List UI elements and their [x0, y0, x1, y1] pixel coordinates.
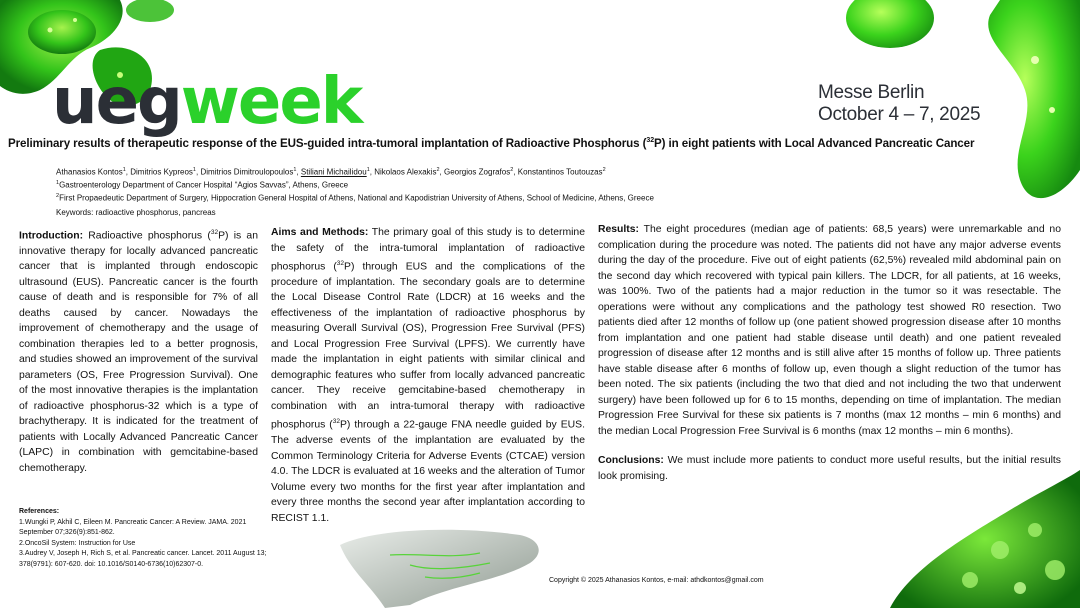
references-heading: References:	[19, 508, 60, 515]
introduction-section: Introduction: Radioactive phosphorus ($^{32}$P) is an innovative therapy for locally advanced pancreatic cancer that is implanted through endoscopic ultrasound (EUS). Pancreatic cancer is the fourth cause of death and is responsible for 7% of all deaths caused by cancer. Nowadays the improvement of chemotherapy and the usage of combination therapies led to a better prognosis, and studies showed an improvement of the survival parameters (OS, Free Progression Survival). One of the most innovative therapies is the implantation of radioactive phosphorus-32 which is a type of brachytherapy. It is indicated for the treatment of patients with Locally Advanced Pancreatic Cancer (LAPC) in combination with gemcitabine-based chemotherapy.	[19, 229, 258, 474]
decor-bottom-right-illustration	[830, 470, 1080, 608]
event-venue: Messe Berlin	[818, 82, 925, 103]
results-conclusions-section	[598, 222, 1061, 484]
author-name: Dimitrios Dimitroulopoulos	[200, 167, 294, 177]
aims-methods-section: Aims and Methods: The primary goal of this study is to determine the safety of the intra-tumoral implantation of radioactive phosphorus ($^{32}$P) through EUS and the complications of the procedure of implantation. The secondary goals are to determine the Local Disease Control Rate (LDCR) at 16 weeks and the effectiveness of the implantation of radioactive phosphorus by measuring Overall Survival (OS), Progression Free Survival (PFS) and Local Progression Free Survival (LPFS). We currently have made the implantation in eight patients with similar clinical and demographic features who suffer from locally advanced pancreatic cancer. They receive gemcitabine-based chemotherapy in combination with an intra-tumoral therapy with radioactive phosphorus ($^{32}$P) through a 22-gauge FNA needle guided by EUS. The adverse events of the implantation are evaluated by the Common Terminology Criteria for Adverse Events (CTCAE) version 4.0. The LDCR is evaluated at 16 weeks and the alteration of Tumor Volume every two months for the first year after implantation and every three months the second year after implantation according to RECIST 1.1.	[271, 227, 586, 524]
title-pre: Preliminary results of therapeutic response of the EUS-guided intra-tumoral implantation of Radioactive Phosphorus (	[8, 137, 647, 150]
affiliation: $^1$Gastroenterology Department of Cancer Hospital “Agios Savvas”, Athens, Greece	[56, 180, 349, 190]
author-name: Nikolaos Alexakis	[374, 167, 437, 177]
event-dates: October 4 – 7, 2025	[818, 104, 981, 125]
author-name: Georgios Zografos	[443, 167, 511, 177]
author-name: Dimitrios Kypreos	[130, 167, 193, 177]
introduction-heading: Introduction:	[19, 230, 84, 242]
aims-heading: Aims and Methods:	[271, 227, 369, 238]
results-paragraph: Results: The eight procedures (median age of patients: 68,5 years) were unremarkable and no complication during the procedure was noted. The patients did not have any major adverse events during the day of the procedure. Five out of eight patients (62,5%) revealed mild abdominal pain on the second day which recovered with typical pain killers. The LDCR, for all patients, at 16 weeks, was 100%. Two of the patients had a major reduction in the tumor so it was resectable. The operations were without any complications and the pathology test showed R0 resection. Two patients died after 12 months of follow up (one patient showed progression disease after 10 months from implantation and one patient had stable disease until death) and one patient revealed progression of disease after 12 months and is still alive after 15 months of follow up. Three patients have stable disease after 6 months of follow up, even though a slight reduction of the tumor has been noted. The six patients (including the two that died and not including the two that underwent surgery) have been followed up for 6 to 15 months, depending on time of implantation. The median Progression Free Survival for these six patients is 7 months (max 12 months – min 6 months) and the median Local Progression Free Survival is 6 months (max 12 months – min 6 months).	[598, 224, 1061, 437]
reference-item: 3.Audrey V, Joseph H, Rich S, et al. Pancreatic cancer. Lancet. 2011 August 13; 378(9791): 607-620. doi: 10.1016/S0140-6736(10)62307-0.	[19, 550, 267, 568]
logo-week: week	[180, 65, 362, 139]
author-name: Athanasios Kontos	[56, 167, 123, 177]
author-list: Athanasios Kontos$^1$, Dimitrios Kypreos$^1$, Dimitrios Dimitroulopoulos$^1$, Stiliani Michailidou$^1$, Nikolaos Alexakis$^2$, Georgios Zografos$^2$, Konstantinos Toutouzas$^2$	[56, 167, 606, 177]
author-aff: 1	[293, 167, 297, 173]
author-aff: 2	[602, 167, 606, 173]
conclusions-heading: Conclusions:	[598, 455, 664, 466]
authors-block	[56, 165, 654, 204]
keywords: Keywords: radioactive phosphorus, pancreas	[56, 208, 216, 217]
logo-ueg: ueg	[52, 65, 181, 139]
copyright-notice: Copyright © 2025 Athanasios Kontos, e-mail: athdkontos@gmail.com	[549, 577, 764, 584]
references-section	[19, 507, 279, 570]
author-aff: 2	[510, 167, 514, 173]
affiliation: $^2$First Propaedeutic Department of Surgery, Hippocration General Hospital of Athens, National and Kapodistrian University of Athens, School of Medicine, Athens, Greece	[56, 193, 654, 203]
results-heading: Results:	[598, 224, 639, 235]
author-aff: 2	[436, 167, 440, 173]
reference-item: 1.Wungki P, Akhil C, Eileen M. Pancreatic Cancer: A Review. JAMA. 2021 September 07;326(9):851-862.	[19, 518, 247, 536]
decor-organ-illustration	[330, 525, 550, 608]
reference-item: 2.OncoSil System: Instruction for Use	[19, 539, 136, 547]
title-post: P) in eight patients with Local Advanced Pancreatic Cancer	[654, 137, 975, 150]
author-name: Konstantinos Toutouzas	[517, 167, 603, 177]
author-aff: 1	[122, 167, 126, 173]
author-name-presenting: Stiliani Michailidou	[300, 167, 367, 177]
title-sup: 32	[646, 137, 654, 145]
author-aff: 1	[192, 167, 196, 173]
conclusions-paragraph: Conclusions: We must include more patients to conduct more useful results, but the initial results look promising.	[598, 455, 1061, 482]
event-info	[818, 82, 980, 126]
author-aff: 1	[366, 167, 370, 173]
poster-title	[8, 137, 1074, 150]
ueg-week-logo	[52, 65, 362, 139]
